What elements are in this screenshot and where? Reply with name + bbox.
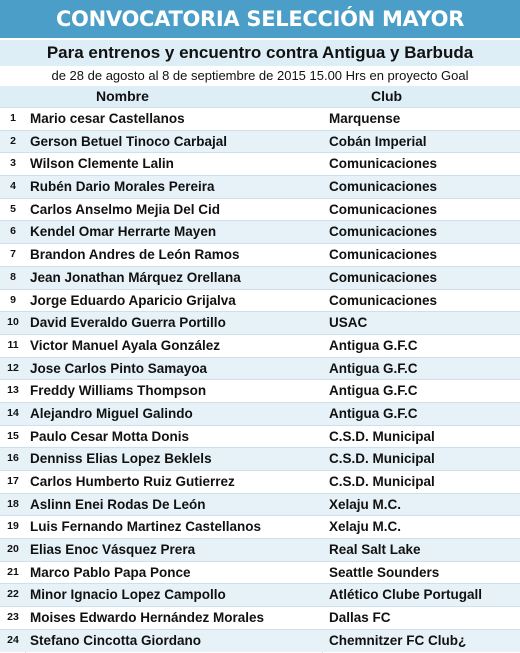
row-number: 8	[10, 270, 16, 283]
player-club: Xelaju M.C.	[329, 496, 402, 512]
player-name: Wilson Clemente Lalin	[30, 156, 174, 172]
player-name: Paulo Cesar Motta Donis	[30, 428, 190, 444]
table-row	[0, 266, 520, 289]
table-row	[0, 198, 520, 221]
player-name: David Everaldo Guerra Portillo	[30, 315, 226, 331]
player-club: Comunicaciones	[329, 269, 438, 285]
row-number: 5	[10, 202, 16, 215]
column-header-name: Nombre	[96, 88, 149, 104]
table-row	[0, 379, 520, 402]
table-row	[0, 243, 520, 266]
player-club: Xelaju M.C.	[329, 519, 402, 535]
player-name: Kendel Omar Herrarte Mayen	[30, 224, 217, 240]
player-club: Chemnitzer FC Club¿	[329, 632, 467, 648]
player-club: Antigua G.F.C	[329, 337, 418, 353]
player-club: Dallas FC	[329, 610, 391, 626]
player-club: USAC	[329, 315, 368, 331]
player-name: Stefano Cincotta Giordano	[30, 632, 202, 648]
row-number: 22	[7, 588, 19, 601]
player-club: C.S.D. Municipal	[329, 451, 435, 467]
row-number: 16	[7, 452, 19, 465]
player-name: Moises Edwardo Hernández Morales	[30, 610, 265, 626]
date-line: de 28 de agosto al 8 de septiembre de 2015 15.00 Hrs en proyecto Goal	[0, 66, 520, 86]
table-row	[0, 130, 520, 153]
row-number: 14	[7, 406, 19, 419]
player-name: Alejandro Miguel Galindo	[30, 405, 193, 421]
table-row	[0, 538, 520, 561]
row-number: 4	[10, 180, 16, 193]
player-name: Freddy Williams Thompson	[30, 383, 207, 399]
row-number: 17	[7, 475, 19, 487]
player-name: Jean Jonathan Márquez Orellana	[30, 269, 241, 285]
table-row	[0, 402, 520, 425]
row-number: 20	[7, 543, 19, 556]
table-row	[0, 107, 520, 130]
table-row	[0, 425, 520, 448]
player-club: Comunicaciones	[329, 156, 438, 172]
player-club: C.S.D. Municipal	[329, 474, 435, 489]
player-name: Victor Manuel Ayala González	[30, 337, 221, 353]
player-name: Jorge Eduardo Aparicio Grijalva	[30, 292, 236, 308]
table-row	[0, 357, 520, 380]
player-name: Mario cesar Castellanos	[30, 111, 185, 126]
page-title: CONVOCATORIA SELECCIÓN MAYOR	[0, 0, 520, 38]
player-club: Cobán Imperial	[329, 133, 427, 149]
table-row	[0, 515, 520, 538]
row-number: 18	[7, 497, 19, 510]
player-club: Antigua G.F.C	[329, 360, 418, 376]
table-row	[0, 220, 520, 243]
row-number: 7	[10, 248, 16, 261]
table-row	[0, 493, 520, 516]
row-number: 23	[7, 611, 19, 624]
table-row	[0, 152, 520, 175]
player-club: Atlético Clube Portugall	[329, 587, 483, 603]
player-name: Marco Pablo Papa Ponce	[30, 564, 191, 580]
row-number: 2	[10, 134, 16, 147]
table-header	[0, 86, 520, 107]
player-name: Brandon Andres de León Ramos	[30, 247, 240, 263]
row-number: 11	[7, 338, 19, 351]
row-number: 3	[10, 157, 16, 170]
table-row	[0, 470, 520, 493]
player-club: Comunicaciones	[329, 179, 438, 195]
row-number: 1	[10, 112, 16, 124]
row-number: 19	[7, 520, 19, 533]
table-row	[0, 311, 520, 334]
player-club: Real Salt Lake	[329, 542, 421, 558]
player-club: Antigua G.F.C	[329, 405, 418, 421]
row-number: 9	[10, 293, 16, 306]
player-name: Rubén Dario Morales Pereira	[30, 179, 215, 195]
player-name: Elias Enoc Vásquez Prera	[30, 542, 196, 558]
player-name: Jose Carlos Pinto Samayoa	[30, 360, 208, 376]
player-club: Seattle Sounders	[329, 564, 440, 580]
player-name: Gerson Betuel Tinoco Carbajal	[30, 133, 228, 149]
column-header-club: Club	[371, 88, 403, 104]
row-number: 24	[7, 633, 19, 646]
player-name: Minor Ignacio Lopez Campollo	[30, 587, 226, 603]
player-name: Carlos Anselmo Mejia Del Cid	[30, 201, 221, 217]
player-club: Antigua G.F.C	[329, 383, 418, 399]
row-number: 13	[7, 384, 19, 397]
player-club: Comunicaciones	[329, 247, 438, 263]
player-club: Comunicaciones	[329, 224, 438, 240]
page-subtitle: Para entrenos y encuentro contra Antigua y Barbuda	[0, 40, 520, 66]
player-club: Marquense	[329, 111, 401, 126]
row-number: 10	[7, 316, 19, 329]
player-name: Carlos Humberto Ruiz Gutierrez	[30, 474, 235, 489]
player-name: Denniss Elias Lopez Beklels	[30, 451, 212, 467]
player-name: Luis Fernando Martinez Castellanos	[30, 519, 262, 535]
table-row	[0, 289, 520, 312]
player-name: Aslinn Enei Rodas De León	[30, 496, 206, 512]
player-club: Comunicaciones	[329, 201, 438, 217]
row-number: 6	[10, 225, 16, 238]
table-row	[0, 629, 520, 652]
row-number: 12	[7, 361, 19, 374]
player-club: Comunicaciones	[329, 292, 438, 308]
player-table	[0, 107, 520, 652]
player-club: C.S.D. Municipal	[329, 428, 435, 444]
table-row	[0, 606, 520, 629]
row-number: 15	[7, 429, 19, 442]
table-row	[0, 447, 520, 470]
row-number: 21	[7, 565, 19, 578]
table-row	[0, 334, 520, 357]
table-row	[0, 561, 520, 584]
table-row	[0, 583, 520, 606]
table-row	[0, 175, 520, 198]
